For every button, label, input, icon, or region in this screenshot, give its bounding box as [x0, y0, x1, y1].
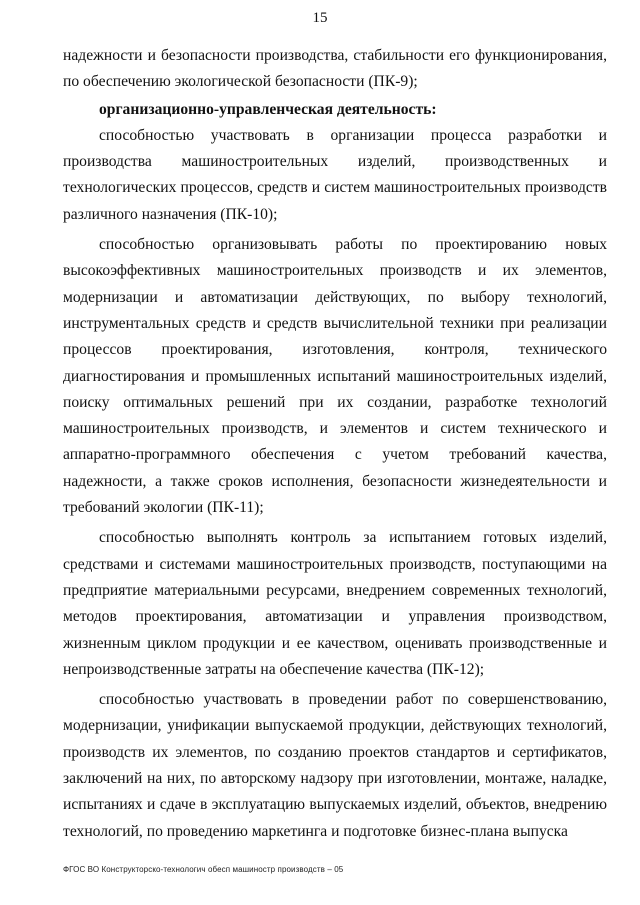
paragraph-continuation: надежности и безопасности производства, стабильности его функционирования, по обеспечению экологической безопасности (ПК-9); [63, 47, 607, 91]
page-number: 15 [312, 10, 328, 26]
page-footer: ФГОС ВО Конструкторско-технологич обесп машиностр производств – 05 [63, 865, 344, 874]
document-body [63, 43, 607, 845]
paragraph-continued: способностью участвовать в проведении работ по совершенствованию, модернизации, унификации выпускаемой продукции, действующих технологий, производств их элементов, по созданию проектов стандартов и сертификатов, заключений на них, по авторскому надзору при изготовлении, монтаже, наладке, испытаниях и сдаче в эксплуатацию выпускаемых изделий, объектов, внедрению технологий, по проведению маркетинга и подготовке бизнес-плана выпуска [63, 691, 607, 840]
paragraph-pk10: способностью участвовать в организации процесса разработки и производства машиностроительных изделий, производственных и технологических процессов, средств и систем машиностроительных производств различного назначения (ПК-10); [63, 126, 607, 223]
section-heading: организационно-управленческая деятельность: [99, 100, 437, 118]
paragraph-pk12: способностью выполнять контроль за испытанием готовых изделий, средствами и системами машиностроительных производств, поступающими на предприятие материальными ресурсами, внедрением современных технологий, методов проектирования, автоматизации и управления производством, жизненным циклом продукции и ее качеством, оценивать производственные и непроизводственные затраты на обеспечение качества (ПК-12); [63, 529, 607, 678]
paragraph-pk11: способностью организовывать работы по проектированию новых высокоэффективных машиностроительных производств и их элементов, модернизации и автоматизации действующих, по выбору технологий, инструментальных средств и средств вычислительной техники при реализации процессов проектирования, изготовления, контроля, технического диагностирования и промышленных испытаний машиностроительных изделий, поиску оптимальных решений при их создании, разработке технологий машиностроительных производств, и элементов и систем технического и аппаратно-программного обеспечения с учетом требований качества, надежности, а также сроков исполнения, безопасности жизнедеятельности и требований экологии (ПК-11); [63, 236, 607, 517]
